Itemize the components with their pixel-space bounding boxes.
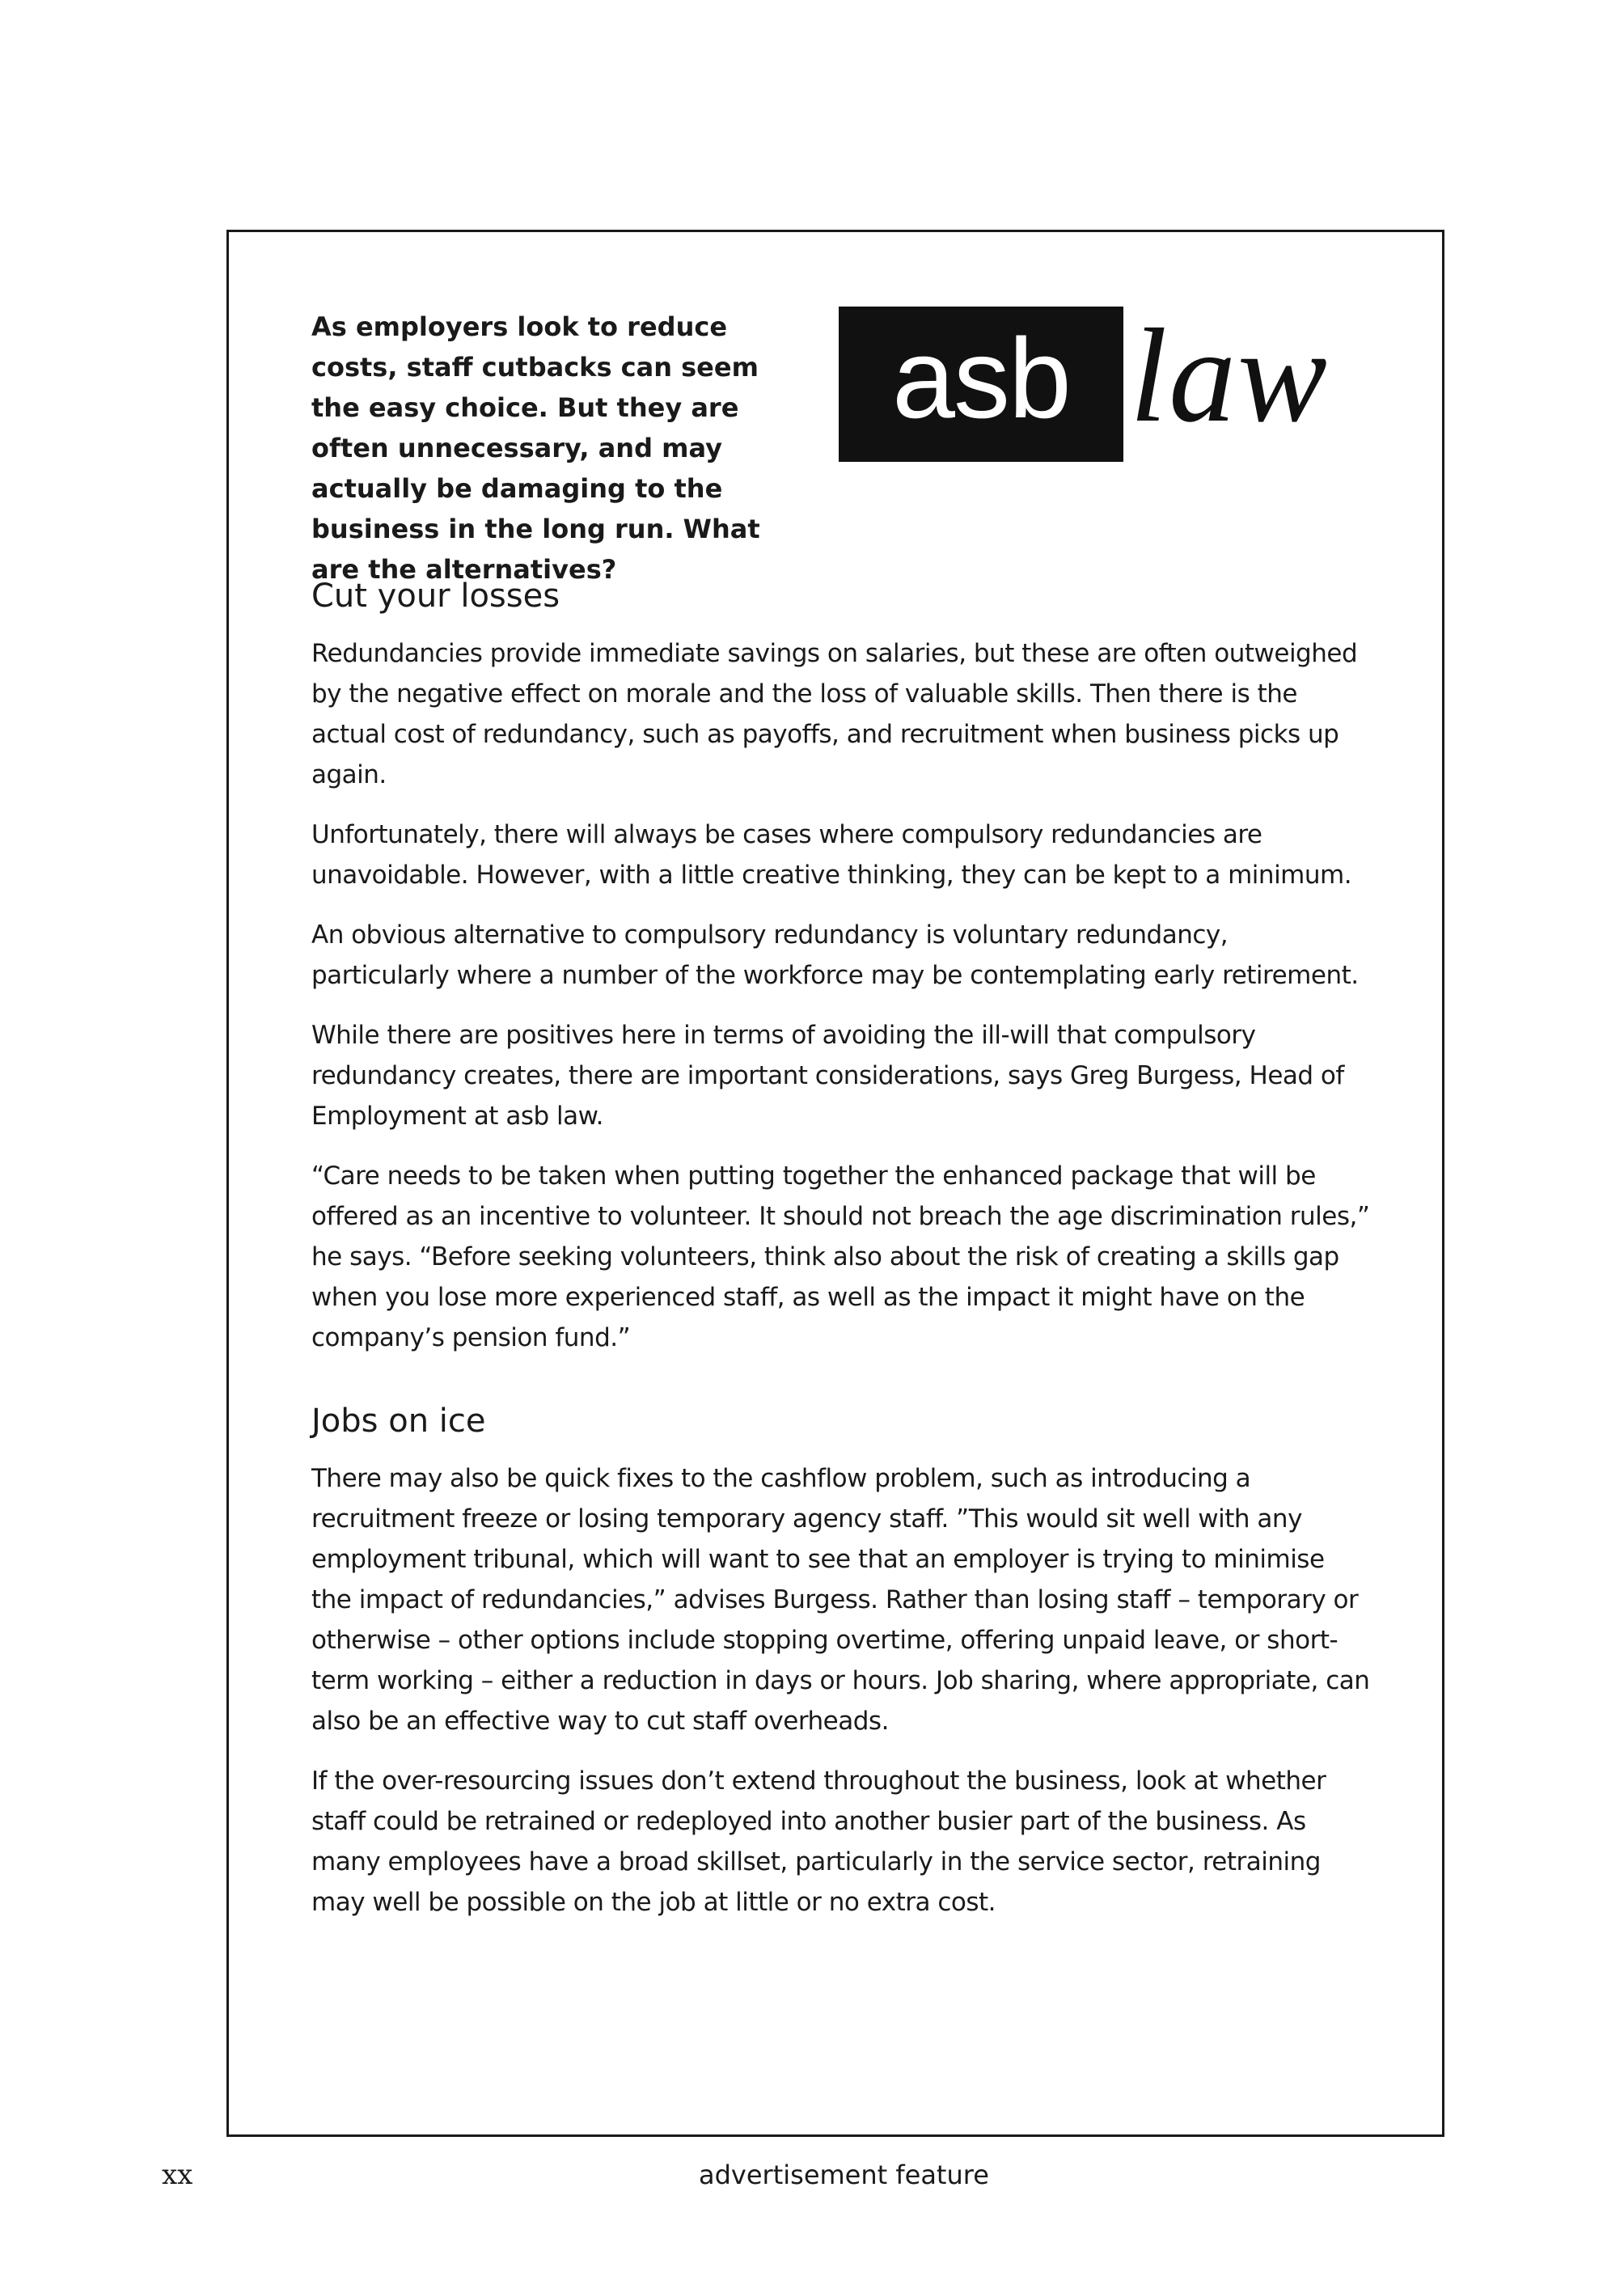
body-paragraph: Redundancies provide immediate savings on salaries, but these are often outweighed by the negative effect on morale and the loss of valuable skills. Then there is the actual cost of redundancy, such as payoffs, and recruitment when business picks up again. (311, 639, 1358, 789)
footer-label: advertisement feature (699, 2160, 989, 2190)
logo-script: law (1130, 301, 1329, 450)
article-content (311, 301, 1371, 1942)
section-heading: Cut your losses (311, 577, 560, 615)
page-footer (0, 2155, 1624, 2195)
body-paragraph: “Care needs to be taken when putting together the enhanced package that will be offered as an incentive to volunteer. It should not breach the age discrimination rules,” he says. “Before seeking volunteers, think also about the risk of creating a skills gap when you lose more experienced staff, as well as the impact it might have on the company’s pension fund.” (311, 1161, 1370, 1352)
section-jobs-on-ice (311, 1398, 1371, 1923)
intro-standfirst: As employers look to reduce costs, staff cutbacks can seem the easy choice. But they are often unnecessary, and may actually be damaging to the business in the long run. What are the alternatives? (311, 311, 760, 585)
body-paragraph: An obvious alternative to compulsory redundancy is voluntary redundancy, particularly where a number of the workforce may be contemplating early retirement. (311, 920, 1359, 990)
body-paragraph: While there are positives here in terms of avoiding the ill-will that compulsory redundancy creates, there are important considerations, says Greg Burgess, Head of Employment at asb law. (311, 1021, 1344, 1131)
logo-block: asb (839, 307, 1123, 462)
section-cut-your-losses (311, 573, 1371, 1358)
body-paragraph: If the over-resourcing issues don’t extend throughout the business, look at whether staff could be retrained or redeployed into another busier part of the business. As many employees have a broad skillset, particularly in the service sector, retraining may well be possible on the job at little or no extra cost. (311, 1766, 1326, 1917)
body-paragraph: Unfortunately, there will always be cases where compulsory redundancies are unavoidable. However, with a little creative thinking, they can be kept to a minimum. (311, 820, 1352, 890)
advertisement-frame (226, 230, 1444, 2137)
section-heading: Jobs on ice (311, 1402, 486, 1440)
body-paragraph: There may also be quick fixes to the cashflow problem, such as introducing a recruitment freeze or losing temporary agency staff. ”This would sit well with any employment tribunal, which will want to see that an employer is trying to minimise the impact of redundancies,” advises Burgess. Rather than losing staff – temporary or otherwise – other options include stopping overtime, offering unpaid leave, or short-term working – either a reduction in days or hours. Job sharing, where appropriate, can also be an effective way to cut staff overheads. (311, 1464, 1370, 1736)
page-folio: xx (162, 2159, 193, 2191)
asb-law-logo (839, 301, 1329, 462)
intro-row (311, 301, 1371, 585)
